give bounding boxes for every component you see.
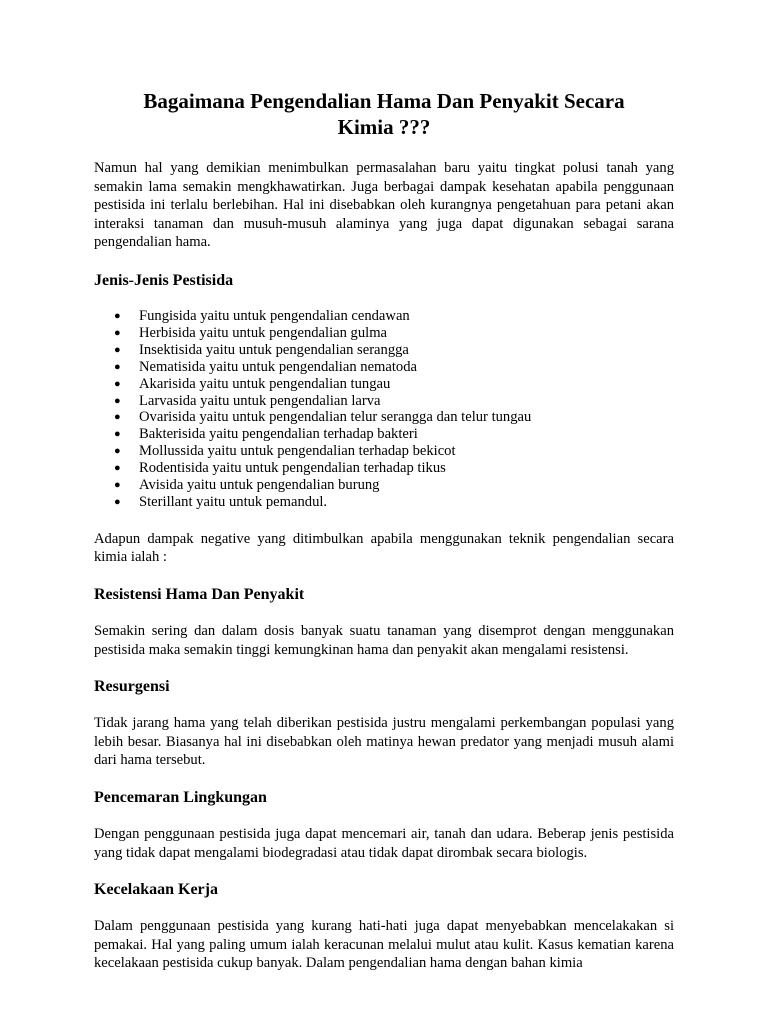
list-item: [94, 308, 674, 325]
list-item-text: Larvasida yaitu untuk pengendalian larva: [139, 392, 381, 409]
list-item: [94, 477, 674, 494]
bullet-icon: ●: [114, 411, 121, 424]
bullet-icon: ●: [114, 394, 121, 407]
bullet-icon: ●: [114, 479, 121, 492]
list-item-text: Nematisida yaitu untuk pengendalian nematoda: [139, 358, 418, 375]
document-title: [94, 88, 674, 140]
section-text-kecelakaan: Dalam penggunaan pestisida yang kurang hati-hati juga dapat menyebabkan mencelakakan si pemakai. Hal yang paling umum ialah keracunan melalui mulut atau kulit. Kasus kematian karena kecelakaan pestisida cukup banyak. Dalam pengendalian hama dengan bahan kimia: [94, 918, 674, 972]
list-item: [94, 393, 674, 410]
list-item: [94, 342, 674, 359]
section-heading-resistensi: Resistensi Hama Dan Penyakit: [94, 586, 305, 604]
list-item-text: Fungisida yaitu untuk pengendalian cendawan: [139, 307, 410, 324]
list-item-text: Herbisida yaitu untuk pengendalian gulma: [139, 324, 388, 341]
section-text-resurgensi: Tidak jarang hama yang telah diberikan pestisida justru mengalami perkembangan populasi yang lebih besar. Biasanya hal ini disebabkan oleh matinya hewan predator yang menjadi musuh alami dari hama tersebut.: [94, 715, 674, 769]
list-item: [94, 494, 674, 511]
bullet-icon: ●: [114, 343, 121, 356]
bullet-icon: ●: [114, 360, 121, 373]
list-item: [94, 376, 674, 393]
list-item: [94, 443, 674, 460]
list-item: [94, 426, 674, 443]
bullet-icon: ●: [114, 326, 121, 339]
list-item: [94, 460, 674, 477]
bullet-icon: ●: [114, 428, 121, 441]
bullet-icon: ●: [114, 445, 121, 458]
list-item-text: Mollussida yaitu untuk pengendalian terhadap bekicot: [139, 443, 456, 460]
pesticide-list: [94, 308, 674, 511]
bullet-icon: ●: [114, 377, 121, 390]
list-item-text: Avisida yaitu untuk pengendalian burung: [139, 477, 380, 494]
dampak-intro-paragraph: Adapun dampak negative yang ditimbulkan apabila menggunakan teknik pengendalian secara kimia ialah :: [94, 530, 674, 566]
jenis-pestisida-heading: Jenis-Jenis Pestisida: [94, 271, 234, 289]
list-item-text: Bakterisida yaitu pengendalian terhadap bakteri: [139, 426, 418, 443]
section-heading-resurgensi: Resurgensi: [94, 678, 170, 696]
section-text-resistensi: Semakin sering dan dalam dosis banyak suatu tanaman yang disemprot dengan menggunakan pestisida maka semakin tinggi kemungkinan hama dan penyakit akan mengalami resistensi.: [94, 623, 674, 658]
bullet-icon: ●: [114, 495, 121, 508]
section-heading-pencemaran: Pencemaran Lingkungan: [94, 789, 267, 806]
list-item: [94, 409, 674, 426]
title-line-1: Bagaimana Pengendalian Hama Dan Penyakit Secara: [143, 89, 625, 113]
document-page: [94, 88, 674, 973]
title-line-2: Kimia ???: [337, 115, 431, 139]
list-item-text: Ovarisida yaitu untuk pengendalian telur serangga dan telur tungau: [139, 409, 532, 426]
bullet-icon: ●: [114, 309, 121, 322]
list-item-text: Akarisida yaitu untuk pengendalian tungau: [139, 375, 391, 392]
list-item-text: Insektisida yaitu untuk pengendalian serangga: [139, 341, 409, 358]
intro-paragraph: Namun hal yang demikian menimbulkan permasalahan baru yaitu tingkat polusi tanah yang semakin lama semakin mengkhawatirkan. Juga berbagai dampak kesehatan apabila penggunaan pestisida ini terlalu berlebihan. Hal ini disebabkan oleh kurangnya pengetahuan para petani akan interaksi tanaman dan musuh-musuh alaminya yang juga dapat digunakan sebagai sarana pengendalian hama.: [94, 160, 674, 251]
list-item-text: Sterillant yaitu untuk pemandul.: [139, 493, 328, 510]
bullet-icon: ●: [114, 462, 121, 475]
section-heading-kecelakaan: Kecelakaan Kerja: [94, 881, 218, 899]
list-item: [94, 359, 674, 376]
list-item: [94, 325, 674, 342]
section-text-pencemaran: Dengan penggunaan pestisida juga dapat mencemari air, tanah dan udara. Beberap jenis pestisida yang tidak dapat mengalami biodegradasi atau tidak dapat dirombak secara biologis.: [94, 826, 674, 861]
list-item-text: Rodentisida yaitu untuk pengendalian terhadap tikus: [139, 460, 446, 477]
